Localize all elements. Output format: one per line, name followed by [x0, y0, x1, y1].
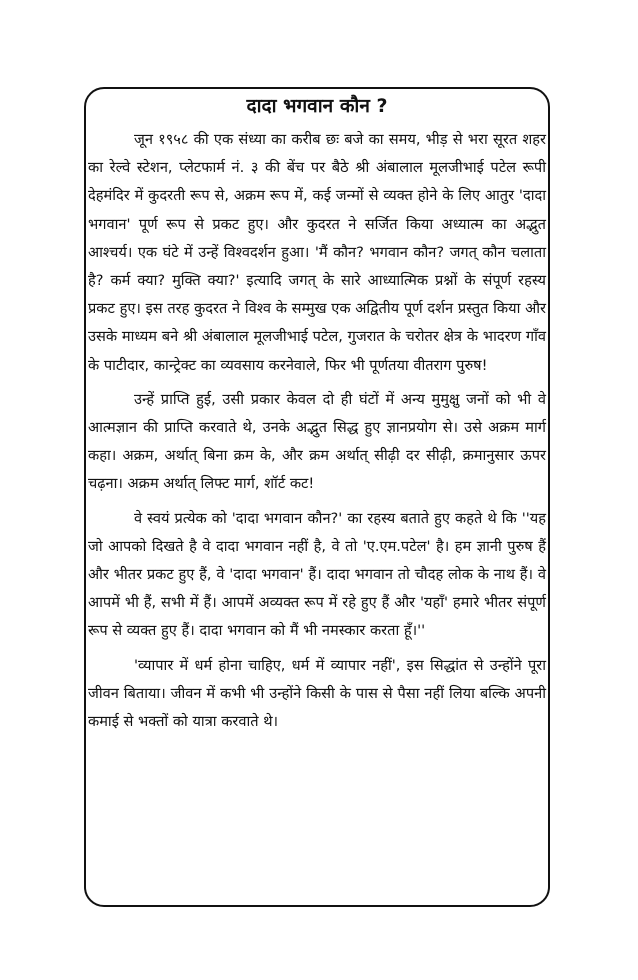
- page-title: दादा भगवान कौन ?: [246, 95, 388, 117]
- article: [85, 88, 549, 742]
- paragraph-4: 'व्यापार में धर्म होना चाहिए, धर्म में व्यापार नहीं', इस सिद्धांत से उन्होंने पूरा जीवन बिताया। जीवन में कभी भी उन्होंने किसी के पास से पैसा नहीं लिया बल्कि अपनी कमाई से भक्तों को यात्रा करवाते थे।: [88, 656, 546, 731]
- paragraph-1: जून १९५८ की एक संध्या का करीब छः बजे का समय, भीड़ से भरा सूरत शहर का रेल्वे स्टेशन, प्लेटफार्म नं. ३ की बेंच पर बैठे श्री अंबालाल मूलजीभाई पटेल रूपी देहमंदिर में कुदरती रूप से, अक्रम रूप में, कई जन्मों से व्यक्त होने के लिए आतुर 'दादा भगवान' पूर्ण रूप से प्रकट हुए। और कुदरत ने सर्जित किया अध्यात्म का अद्भुत आश्चर्य। एक घंटे में उन्हें विश्वदर्शन हुआ। 'मैं कौन? भगवान कौन? जगत् कौन चलाता है? कर्म क्या? मुक्ति क्या?' इत्यादि जगत् के सारे आध्यात्मिक प्रश्नों के संपूर्ण रहस्य प्रकट हुए। इस तरह कुदरत ने विश्व के सम्मुख एक अद्वितीय पूर्ण दर्शन प्रस्तुत किया और उसके माध्यम बने श्री अंबालाल मूलजीभाई पटेल, गुजरात के चरोतर क्षेत्र के भादरण गाँव के पाटीदार, कान्ट्रेक्ट का व्यवसाय करनेवाले, फिर भी पूर्णतया वीतराग पुरुष!: [88, 131, 546, 374]
- paragraph-2: उन्हें प्राप्ति हुई, उसी प्रकार केवल दो ही घंटों में अन्य मुमुक्षु जनों को भी वे आत्मज्ञान की प्राप्ति करवाते थे, उनके अद्भुत सिद्ध हुए ज्ञानप्रयोग से। उसे अक्रम मार्ग कहा। अक्रम, अर्थात् बिना क्रम के, और क्रम अर्थात् सीढ़ी दर सीढ़ी, क्रमानुसार ऊपर चढ़ना। अक्रम अर्थात् लिफ्ट मार्ग, शॉर्ट कट!: [88, 390, 546, 493]
- paragraph-3: वे स्वयं प्रत्येक को 'दादा भगवान कौन?' का रहस्य बताते हुए कहते थे कि ''यह जो आपको दिखते है वे दादा भगवान नहीं है, वे तो 'ए.एम.पटेल' है। हम ज्ञानी पुरुष हैं और भीतर प्रकट हुए हैं, वे 'दादा भगवान' हैं। दादा भगवान तो चौदह लोक के नाथ हैं। वे आपमें भी हैं, सभी में हैं। आपमें अव्यक्त रूप में रहे हुए हैं और 'यहाँ' हमारे भीतर संपूर्ण रूप से व्यक्त हुए हैं। दादा भगवान को मैं भी नमस्कार करता हूँ।'': [88, 509, 546, 640]
